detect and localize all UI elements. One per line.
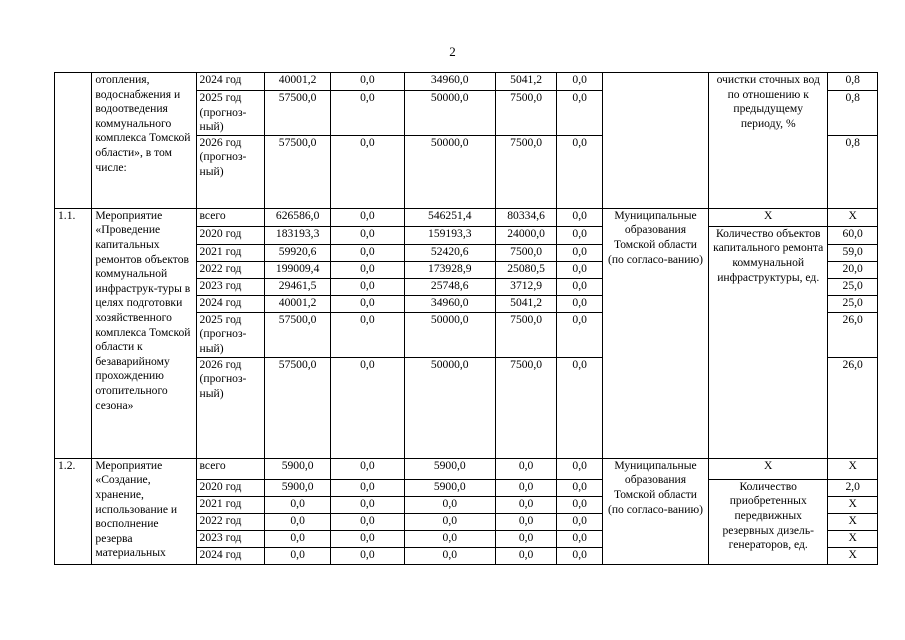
federal-cell: 0,0 (330, 135, 404, 208)
extrabudget-cell: 0,0 (557, 244, 602, 261)
local-cell: 24000,0 (495, 226, 557, 244)
indicator-name-cell: X (709, 208, 828, 226)
federal-cell: 0,0 (330, 312, 404, 357)
local-cell: 7500,0 (495, 357, 557, 458)
extrabudget-cell: 0,0 (557, 226, 602, 244)
total-cell: 57500,0 (265, 312, 331, 357)
year-cell: всего (196, 208, 265, 226)
regional-cell: 5900,0 (404, 458, 495, 479)
indicator-value-cell: X (828, 513, 878, 530)
total-cell: 59920,6 (265, 244, 331, 261)
row-number-cell: 1.1. (55, 208, 92, 458)
total-cell: 57500,0 (265, 357, 331, 458)
executor-cell (602, 73, 708, 209)
total-cell: 29461,5 (265, 278, 331, 295)
total-cell: 5900,0 (265, 479, 331, 496)
federal-cell: 0,0 (330, 458, 404, 479)
year-cell: 2020 год (196, 479, 265, 496)
indicator-value-cell: 2,0 (828, 479, 878, 496)
total-cell: 57500,0 (265, 135, 331, 208)
indicator-value-cell: X (828, 208, 878, 226)
federal-cell: 0,0 (330, 226, 404, 244)
indicator-value-cell: 25,0 (828, 295, 878, 312)
year-cell: 2026 год (прогноз-ный) (196, 357, 265, 458)
extrabudget-cell: 0,0 (557, 312, 602, 357)
extrabudget-cell: 0,0 (557, 547, 602, 564)
local-cell: 0,0 (495, 530, 557, 547)
regional-cell: 50000,0 (404, 91, 495, 136)
event-name-cell: отопления, водоснабжения и водоотведения коммунального комплекса Томской области», в том числе: (92, 73, 196, 209)
regional-cell: 173928,9 (404, 261, 495, 278)
table-row (55, 73, 878, 91)
year-cell: 2024 год (196, 73, 265, 91)
federal-cell: 0,0 (330, 244, 404, 261)
regional-cell: 50000,0 (404, 357, 495, 458)
program-table (54, 72, 878, 565)
federal-cell: 0,0 (330, 496, 404, 513)
regional-cell: 0,0 (404, 513, 495, 530)
year-cell: 2022 год (196, 513, 265, 530)
local-cell: 0,0 (495, 513, 557, 530)
year-cell: 2025 год (прогноз-ный) (196, 312, 265, 357)
local-cell: 5041,2 (495, 73, 557, 91)
indicator-value-cell: X (828, 547, 878, 564)
regional-cell: 159193,3 (404, 226, 495, 244)
table-row (55, 208, 878, 226)
event-name-cell: Мероприятие «Создание, хранение, использование и восполнение резерва материальных (92, 458, 196, 564)
year-cell: 2021 год (196, 244, 265, 261)
total-cell: 40001,2 (265, 295, 331, 312)
table-row (55, 458, 878, 479)
executor-cell: Муниципальные образования Томской области (по согласо-ванию) (602, 458, 708, 564)
local-cell: 0,0 (495, 547, 557, 564)
federal-cell: 0,0 (330, 208, 404, 226)
federal-cell: 0,0 (330, 261, 404, 278)
extrabudget-cell: 0,0 (557, 295, 602, 312)
extrabudget-cell: 0,0 (557, 496, 602, 513)
regional-cell: 34960,0 (404, 295, 495, 312)
total-cell: 0,0 (265, 513, 331, 530)
local-cell: 3712,9 (495, 278, 557, 295)
extrabudget-cell: 0,0 (557, 73, 602, 91)
total-cell: 626586,0 (265, 208, 331, 226)
federal-cell: 0,0 (330, 295, 404, 312)
event-name-cell: Мероприятие «Проведение капитальных ремонтов объектов коммунальной инфраструк-туры в целях подготовки хозяйственного комплекса Томской области к безаварийному прохождению отопительного сезона» (92, 208, 196, 458)
federal-cell: 0,0 (330, 91, 404, 136)
page-number: 2 (449, 44, 456, 59)
total-cell: 199009,4 (265, 261, 331, 278)
indicator-value-cell: X (828, 496, 878, 513)
extrabudget-cell: 0,0 (557, 530, 602, 547)
year-cell: 2021 год (196, 496, 265, 513)
indicator-value-cell: X (828, 458, 878, 479)
regional-cell: 34960,0 (404, 73, 495, 91)
year-cell: 2025 год (прогноз-ный) (196, 91, 265, 136)
regional-cell: 0,0 (404, 530, 495, 547)
local-cell: 7500,0 (495, 312, 557, 357)
indicator-value-cell: 0,8 (828, 91, 878, 136)
indicator-value-cell: 0,8 (828, 135, 878, 208)
row-number-cell: 1.2. (55, 458, 92, 564)
indicator-value-cell: 60,0 (828, 226, 878, 244)
extrabudget-cell: 0,0 (557, 458, 602, 479)
local-cell: 0,0 (495, 479, 557, 496)
local-cell: 0,0 (495, 458, 557, 479)
executor-cell: Муниципальные образования Томской области (по согласо-ванию) (602, 208, 708, 458)
federal-cell: 0,0 (330, 547, 404, 564)
federal-cell: 0,0 (330, 530, 404, 547)
total-cell: 0,0 (265, 547, 331, 564)
total-cell: 183193,3 (265, 226, 331, 244)
extrabudget-cell: 0,0 (557, 261, 602, 278)
year-cell: 2020 год (196, 226, 265, 244)
year-cell: 2026 год (прогноз-ный) (196, 135, 265, 208)
year-cell: 2024 год (196, 547, 265, 564)
regional-cell: 546251,4 (404, 208, 495, 226)
regional-cell: 0,0 (404, 496, 495, 513)
regional-cell: 52420,6 (404, 244, 495, 261)
extrabudget-cell: 0,0 (557, 135, 602, 208)
indicator-value-cell: 0,8 (828, 73, 878, 91)
year-cell: 2023 год (196, 278, 265, 295)
local-cell: 7500,0 (495, 91, 557, 136)
local-cell: 5041,2 (495, 295, 557, 312)
year-cell: 2022 год (196, 261, 265, 278)
year-cell: всего (196, 458, 265, 479)
local-cell: 80334,6 (495, 208, 557, 226)
federal-cell: 0,0 (330, 513, 404, 530)
indicator-value-cell: X (828, 530, 878, 547)
total-cell: 40001,2 (265, 73, 331, 91)
extrabudget-cell: 0,0 (557, 479, 602, 496)
local-cell: 7500,0 (495, 135, 557, 208)
indicator-value-cell: 26,0 (828, 357, 878, 458)
extrabudget-cell: 0,0 (557, 91, 602, 136)
indicator-value-cell: 25,0 (828, 278, 878, 295)
federal-cell: 0,0 (330, 73, 404, 91)
year-cell: 2023 год (196, 530, 265, 547)
local-cell: 7500,0 (495, 244, 557, 261)
regional-cell: 50000,0 (404, 312, 495, 357)
indicator-name-cell: X (709, 458, 828, 479)
local-cell: 0,0 (495, 496, 557, 513)
indicator-name-cell: очистки сточных вод по отношению к предыдущему периоду, % (709, 73, 828, 209)
indicator-value-cell: 20,0 (828, 261, 878, 278)
total-cell: 0,0 (265, 530, 331, 547)
extrabudget-cell: 0,0 (557, 278, 602, 295)
regional-cell: 25748,6 (404, 278, 495, 295)
indicator-name-cell: Количество объектов капитального ремонта коммунальной инфраструктуры, ед. (709, 226, 828, 458)
federal-cell: 0,0 (330, 479, 404, 496)
indicator-value-cell: 26,0 (828, 312, 878, 357)
regional-cell: 0,0 (404, 547, 495, 564)
total-cell: 5900,0 (265, 458, 331, 479)
federal-cell: 0,0 (330, 357, 404, 458)
indicator-name-cell: Количество приобретенных передвижных резервных дизель-генераторов, ед. (709, 479, 828, 564)
total-cell: 57500,0 (265, 91, 331, 136)
indicator-value-cell: 59,0 (828, 244, 878, 261)
extrabudget-cell: 0,0 (557, 513, 602, 530)
extrabudget-cell: 0,0 (557, 208, 602, 226)
federal-cell: 0,0 (330, 278, 404, 295)
row-number-cell (55, 73, 92, 209)
total-cell: 0,0 (265, 496, 331, 513)
year-cell: 2024 год (196, 295, 265, 312)
regional-cell: 50000,0 (404, 135, 495, 208)
extrabudget-cell: 0,0 (557, 357, 602, 458)
local-cell: 25080,5 (495, 261, 557, 278)
regional-cell: 5900,0 (404, 479, 495, 496)
